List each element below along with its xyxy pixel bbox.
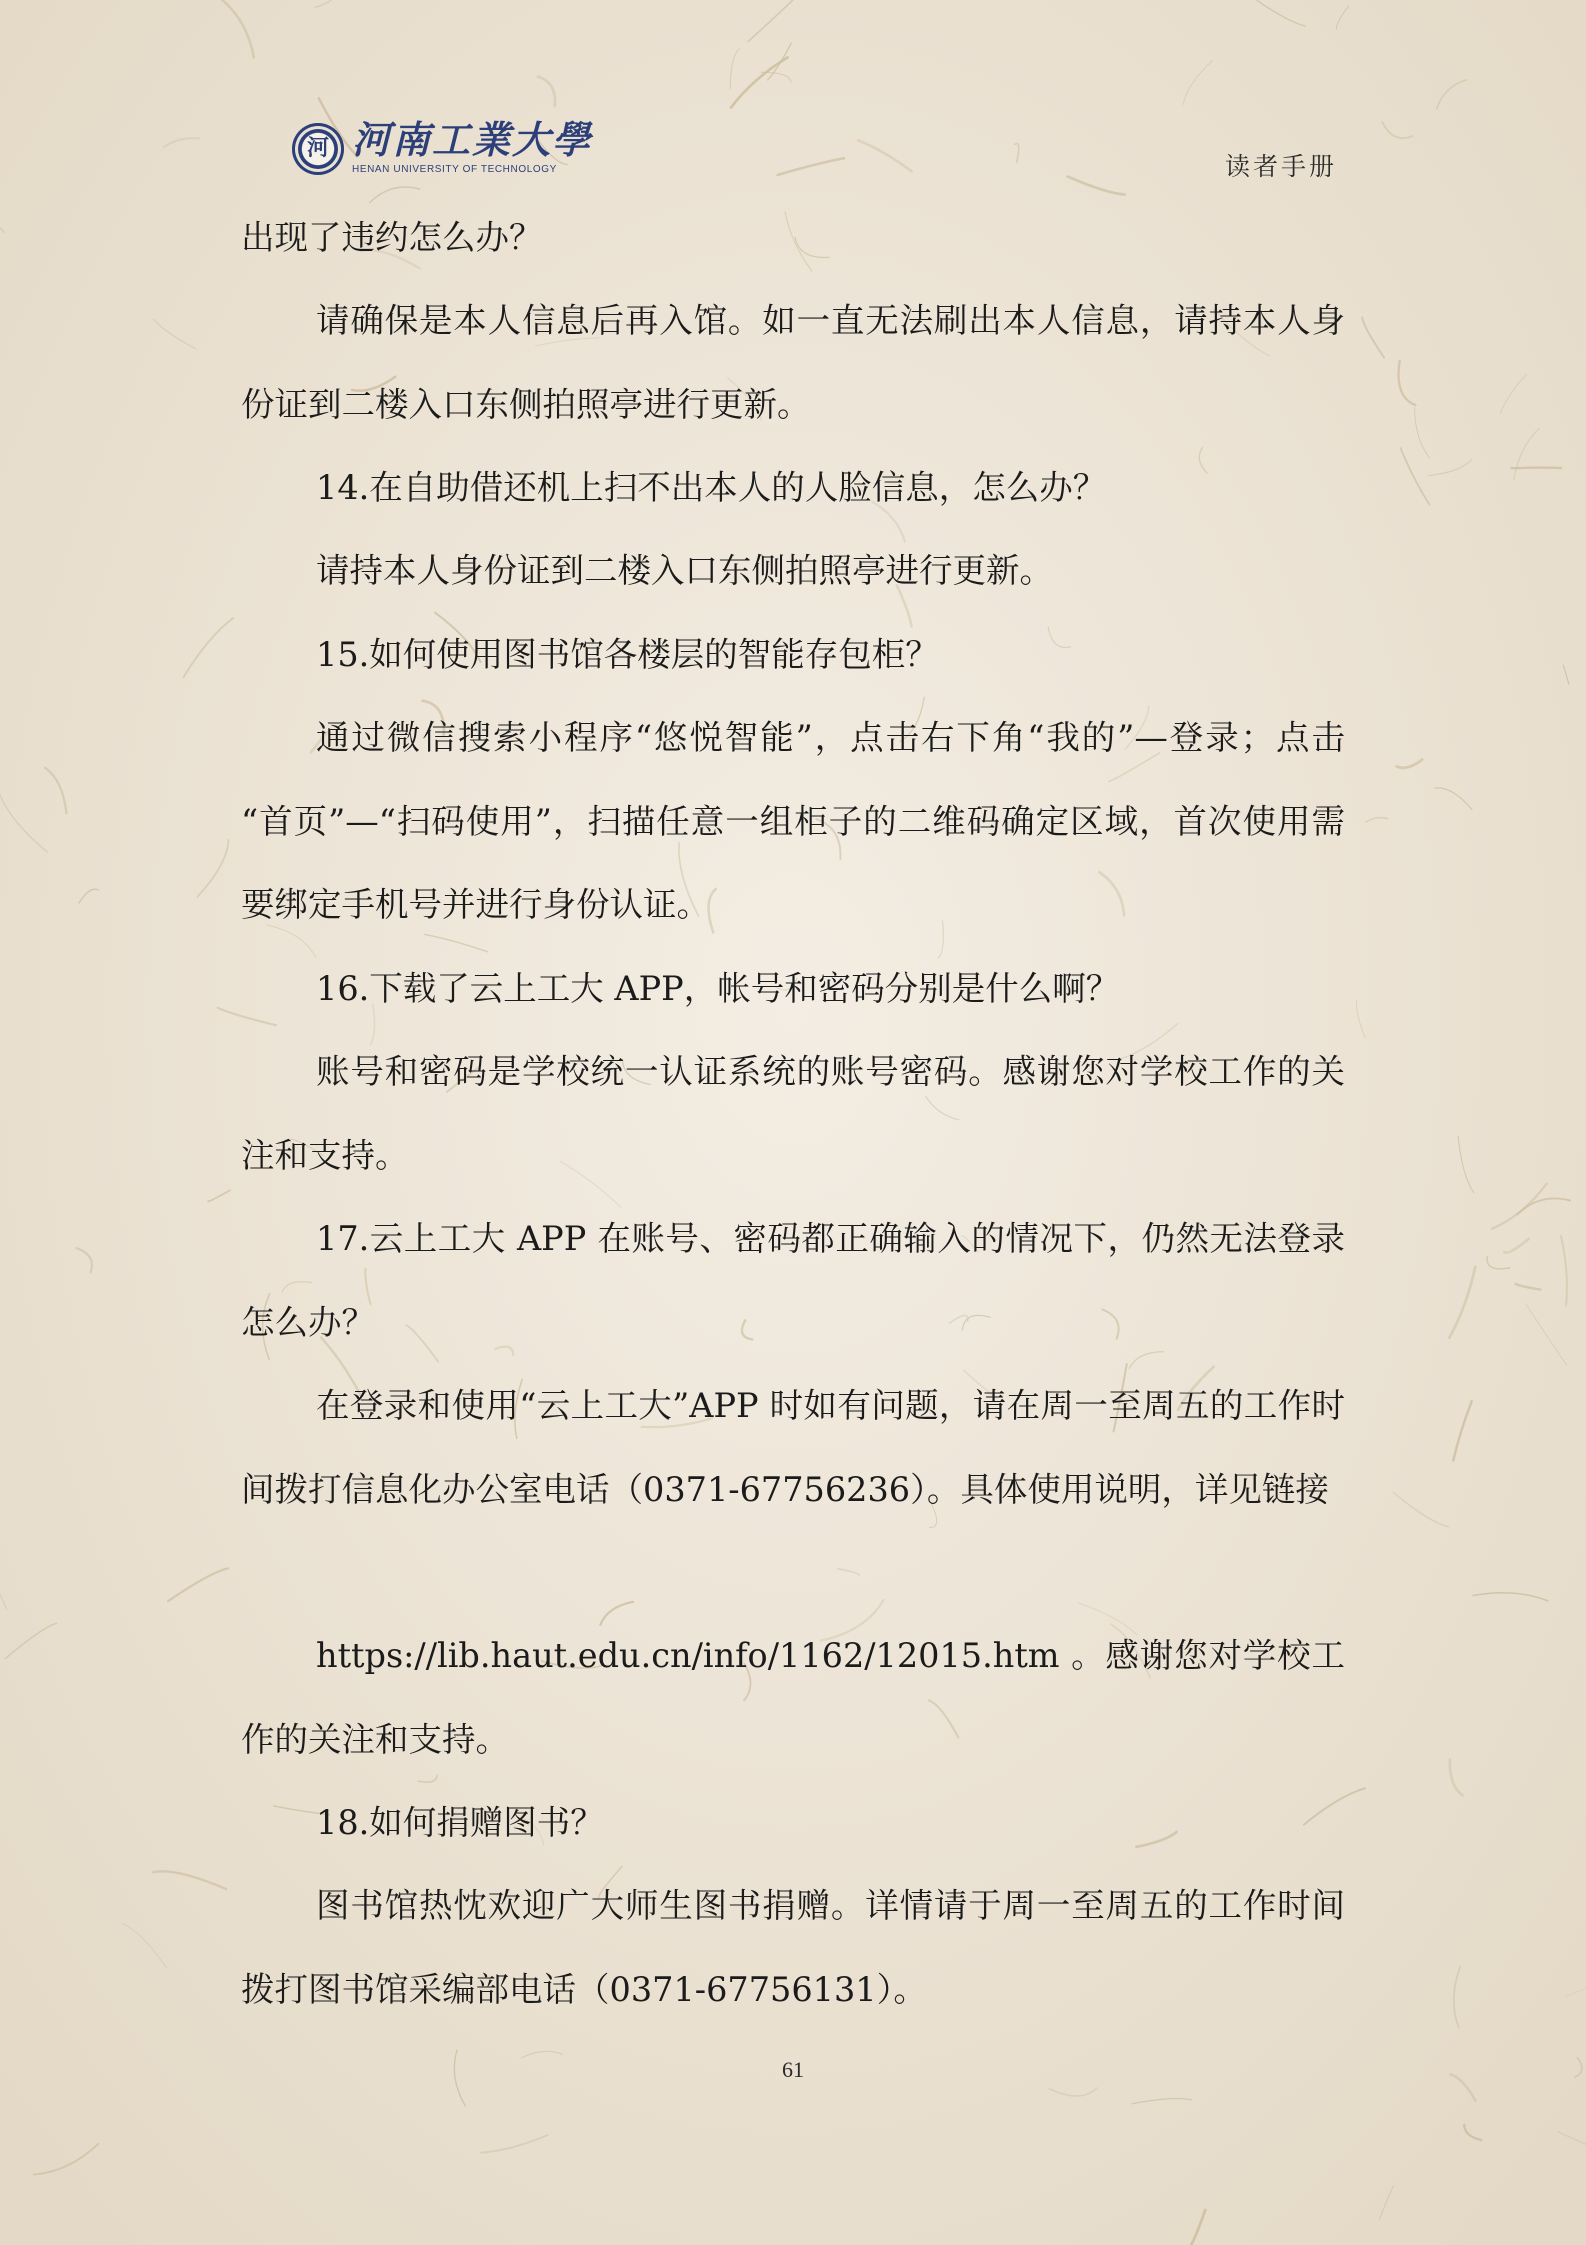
question-15: 15.如何使用图书馆各楼层的智能存包柜？ — [316, 635, 939, 674]
section-title: 读者手册 — [1224, 152, 1337, 181]
answer-13: 请确保是本人信息后再入馆。如一直无法刷出本人信息，请持本人身份证到二楼入口东侧拍照亭进行更新。 — [241, 301, 1345, 424]
question-17: 17.云上工大 APP 在账号、密码都正确输入的情况下，仍然无法登录怎么办？ — [241, 1219, 1345, 1342]
answer-15: 通过微信搜索小程序“悠悦智能”，点击右下角“我的”—登录；点击 “首页”—“扫码使用”，扫描任意一组柜子的二维码确定区域，首次使用需要绑定手机号并进行身份认证。 — [241, 718, 1345, 924]
university-logo — [290, 117, 593, 185]
question-18: 18.如何捐赠图书？ — [316, 1803, 604, 1842]
university-name-english: HENAN UNIVERSITY OF TECHNOLOGY — [352, 164, 557, 175]
question-13-tail: 出现了违约怎么办？ — [241, 218, 543, 257]
university-name: 河南工業大學 — [352, 117, 593, 162]
page-number: 61 — [782, 2057, 804, 2082]
answer-17: 在登录和使用“云上工大”APP 时如有问题，请在周一至周五的工作时间拨打信息化办公室电话（0371-67756236）。具体使用说明，详见链接 — [241, 1386, 1345, 1509]
answer-14: 请持本人身份证到二楼入口东侧拍照亭进行更新。 — [316, 551, 1053, 590]
answer-17-link-paragraph: https://lib.haut.edu.cn/info/1162/12015.htm 。感谢您对学校工作的关注和支持。 — [241, 1636, 1345, 1759]
question-14: 14.在自助借还机上扫不出本人的人脸信息，怎么办？ — [316, 468, 1107, 507]
answer-16: 账号和密码是学校统一认证系统的账号密码。感谢您对学校工作的关注和支持。 — [241, 1052, 1345, 1175]
answer-18: 图书馆热忱欢迎广大师生图书捐赠。详情请于周一至周五的工作时间拨打图书馆采编部电话（0371-67756131）。 — [241, 1886, 1345, 2009]
question-16: 16.下载了云上工大 APP，帐号和密码分别是什么啊？ — [316, 969, 1120, 1008]
university-emblem-icon: 河 — [292, 123, 344, 175]
